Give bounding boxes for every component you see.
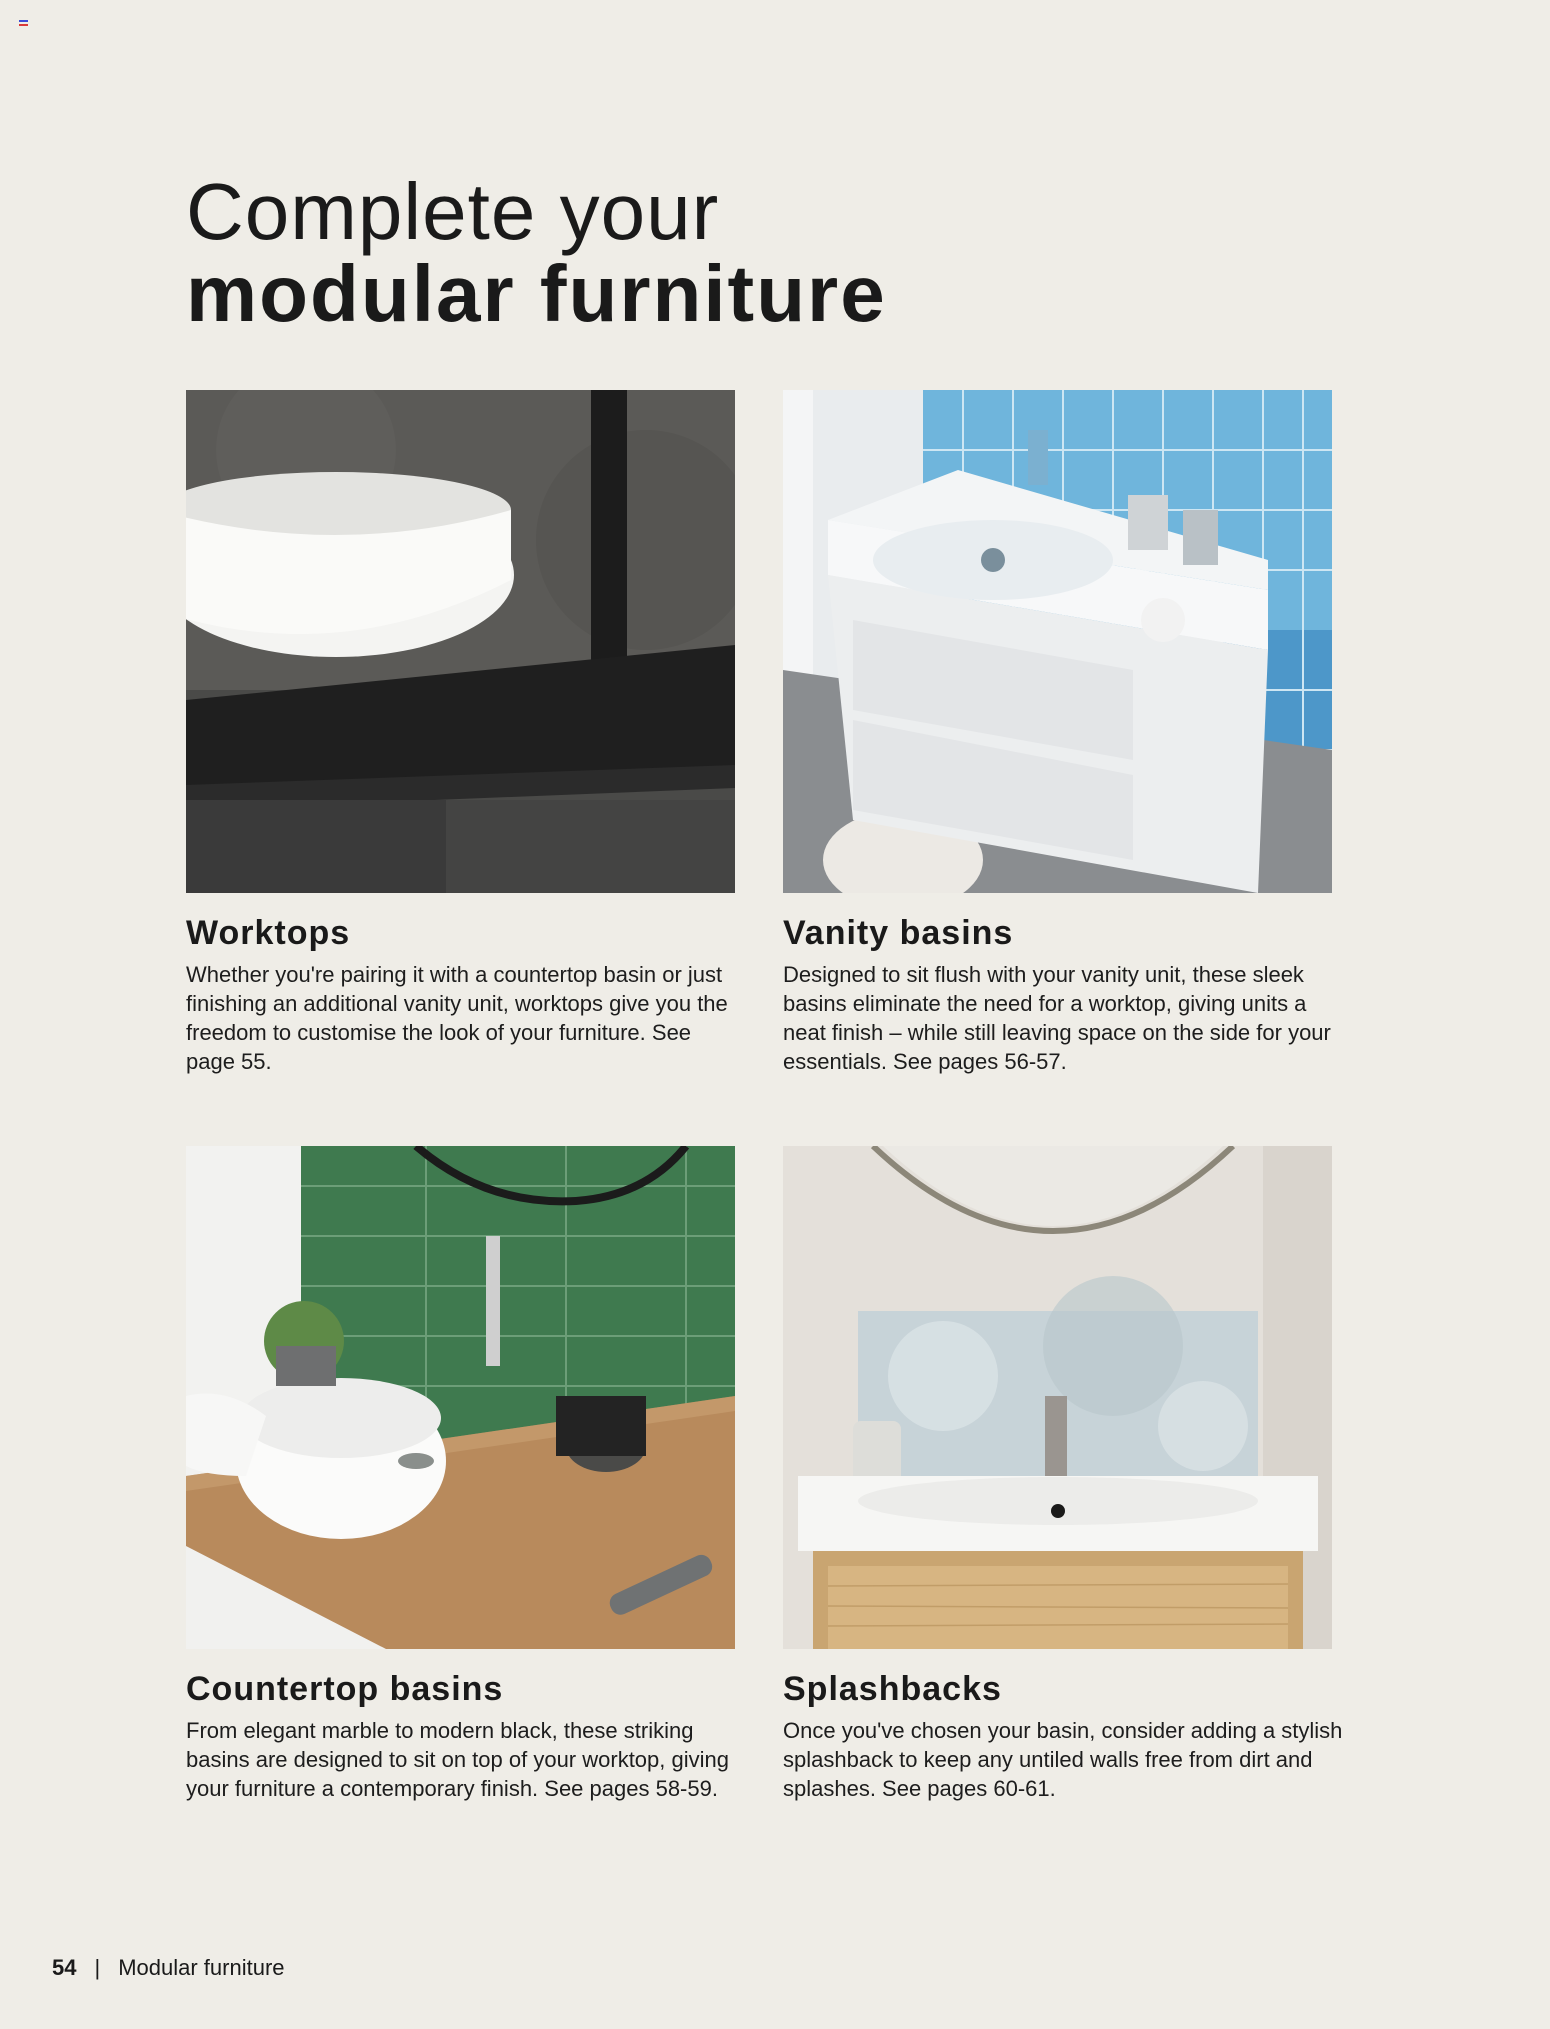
vanity-basins-photo: [783, 390, 1332, 893]
card-body: Designed to sit flush with your vanity unit, these sleek basins eliminate the need for a worktop, giving units a neat finish – while still leaving space on the side for your essentials. See pages 56-57.: [783, 962, 1331, 1075]
card-title: Countertop basins: [186, 1670, 504, 1708]
corner-mark-icon: [19, 20, 28, 26]
card-body: Whether you're pairing it with a countertop basin or just finishing an additional vanity unit, worktops give you the freedom to customise the look of your furniture. See page 55.: [186, 962, 728, 1075]
countertop-basins-photo: [186, 1146, 735, 1649]
card-title: Splashbacks: [783, 1670, 1002, 1708]
page-title: [186, 167, 887, 338]
worktops-photo: [186, 390, 735, 893]
card-vanity-basins: [783, 390, 1332, 1076]
splashbacks-photo: [783, 1146, 1332, 1649]
card-body: Once you've chosen your basin, consider adding a stylish splashback to keep any untiled walls free from dirt and splashes. See pages 60-61.: [783, 1718, 1343, 1802]
card-title: Worktops: [186, 914, 351, 952]
card-splashbacks: [783, 1146, 1343, 1803]
page-footer: [52, 1955, 285, 1981]
card-title: Vanity basins: [783, 914, 1014, 952]
section-name: Modular furniture: [118, 1955, 285, 1980]
card-body: From elegant marble to modern black, these striking basins are designed to sit on top of your worktop, giving your furniture a contemporary finish. See pages 58-59.: [186, 1718, 729, 1802]
page-number: 54: [52, 1955, 77, 1980]
card-countertop-basins: [186, 1146, 735, 1803]
card-worktops: [186, 390, 735, 1076]
title-line-2: modular furniture: [186, 249, 887, 338]
title-line-1: Complete your: [186, 167, 720, 256]
footer-separator: |: [94, 1955, 101, 1980]
